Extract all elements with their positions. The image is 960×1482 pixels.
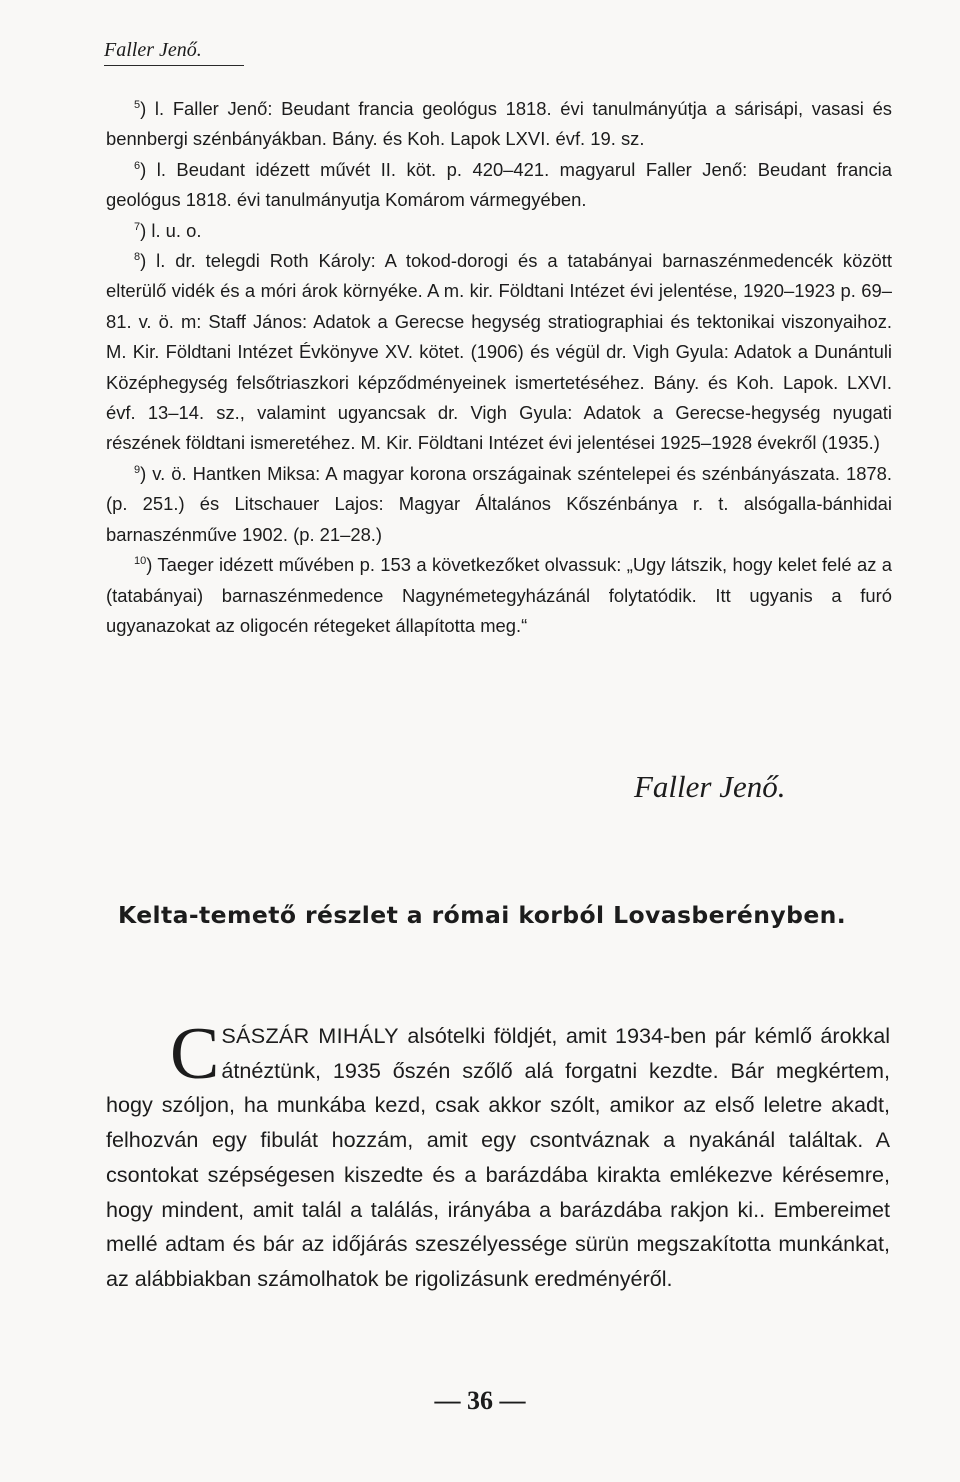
running-head: Faller Jenő. bbox=[104, 38, 244, 66]
page-number: — 36 — bbox=[434, 1386, 526, 1415]
footnote-5 bbox=[106, 94, 892, 155]
footnote-text: ) v. ö. Hantken Miksa: A magyar korona országainak széntelepei és szénbányászata. 1878. (p. 251.) és Litschauer Lajos: Magyar Általános Kőszénbánya r. t. alsógalla-bánhidai barnaszénműve 1902. (p. 21–28.) bbox=[106, 462, 892, 545]
footnote-6 bbox=[106, 155, 892, 216]
footnote-text: ) l. Faller Jenő: Beudant francia geológus 1818. évi tanulmányútja a sárisápi, vasasi és bennbergi szénbányákban. Bány. és Koh. Lapok LXVI. évf. 19. sz. bbox=[106, 98, 892, 150]
footnote-mark: 6 bbox=[134, 159, 141, 172]
footnote-7 bbox=[106, 216, 892, 246]
body-paragraph bbox=[106, 1013, 891, 1297]
footnote-text: ) Taeger idézett művében p. 153 a következőket olvassuk: „Ugy látszik, hogy kelet felé az a (tatabányai) barnaszénmedence Nagynémetegyházánál folytatódik. Itt ugyanis a furó ugyanazokat az oligocén rétegeket állapította meg.“ bbox=[106, 554, 892, 636]
footnote-mark: 7 bbox=[134, 220, 141, 233]
footnote-mark: 10 bbox=[134, 554, 147, 567]
footnote-text: ) l. dr. telegdi Roth Károly: A tokod-dorogi és a tatabányai barnaszénmedencék között elterülő vidék és a móri árok környéke. A m. kir. Földtani Intézet évi jelentése, 1920–1923 p. 69–81. v. ö. m: Staff János: Adatok a Gerecse hegység stratiographiai és tektonikai viszonyaihoz. M. Kir. Földtani Intézet Évkönyve XV. kötet. (1906) és végül dr. Vigh Gyula: Adatok a Dunántuli Középhegység felsőtriaszkori képződményeinek ismertetéséhez. Bány. és Koh. Lapok. LXVI. évf. 13–14. sz., valamint ugyancsak dr. Vigh Gyula: Adatok a Gerecse-hegység nyugati részének földtani ismeretéhez. M. Kir. Földtani Intézet évi jelentései 1925–1928 évekről (1935.) bbox=[106, 250, 892, 454]
footnote-mark: 8 bbox=[134, 250, 141, 263]
footnote-8 bbox=[106, 246, 892, 459]
person-name: SÁSZÁR MIHÁLY bbox=[221, 1023, 399, 1048]
footnote-mark: 5 bbox=[134, 98, 141, 111]
footnote-10 bbox=[106, 550, 892, 641]
footnote-text: ) l. Beudant idézett művét II. köt. p. 420–421. magyarul Faller Jenő: Beudant francia geológus 1818. évi tanulmányutja Komárom vármegyében. bbox=[106, 158, 892, 211]
author-signature: Faller Jenő. bbox=[634, 769, 786, 804]
footnote-text: ) l. u. o. bbox=[140, 219, 202, 241]
footnotes bbox=[106, 94, 892, 641]
drop-cap: C bbox=[170, 1013, 220, 1095]
footnote-mark: 9 bbox=[134, 463, 141, 476]
footnote-9 bbox=[106, 459, 892, 550]
body-text: alsótelki földjét, amit 1934-ben pár kémlő árokkal átnéztünk, 1935 őszén szőlő alá forgatni kezdte. Bár megkértem, hogy szóljon, ha munkába kezd, csak akkor szólt, amikor az első leletre akadt, felhozván egy fibulát hozzám, amit egy csontváznak a nyakánál találtak. A csontokat szépségesen kiszedte és a barázdába kirakta emlékezve kérésemre, hogy mindent, amit talál a találás, irányába a barázdába rakjon ki.. Embereimet mellé adtam és bár az időjárás szeszélyessége sürün megszakította munkánkat, az alábbiakban számolhatok be rigolizásunk eredményéről. bbox=[106, 1023, 891, 1291]
article-title: Kelta-temető részlet a római korból Lovasberényben. bbox=[118, 901, 847, 929]
